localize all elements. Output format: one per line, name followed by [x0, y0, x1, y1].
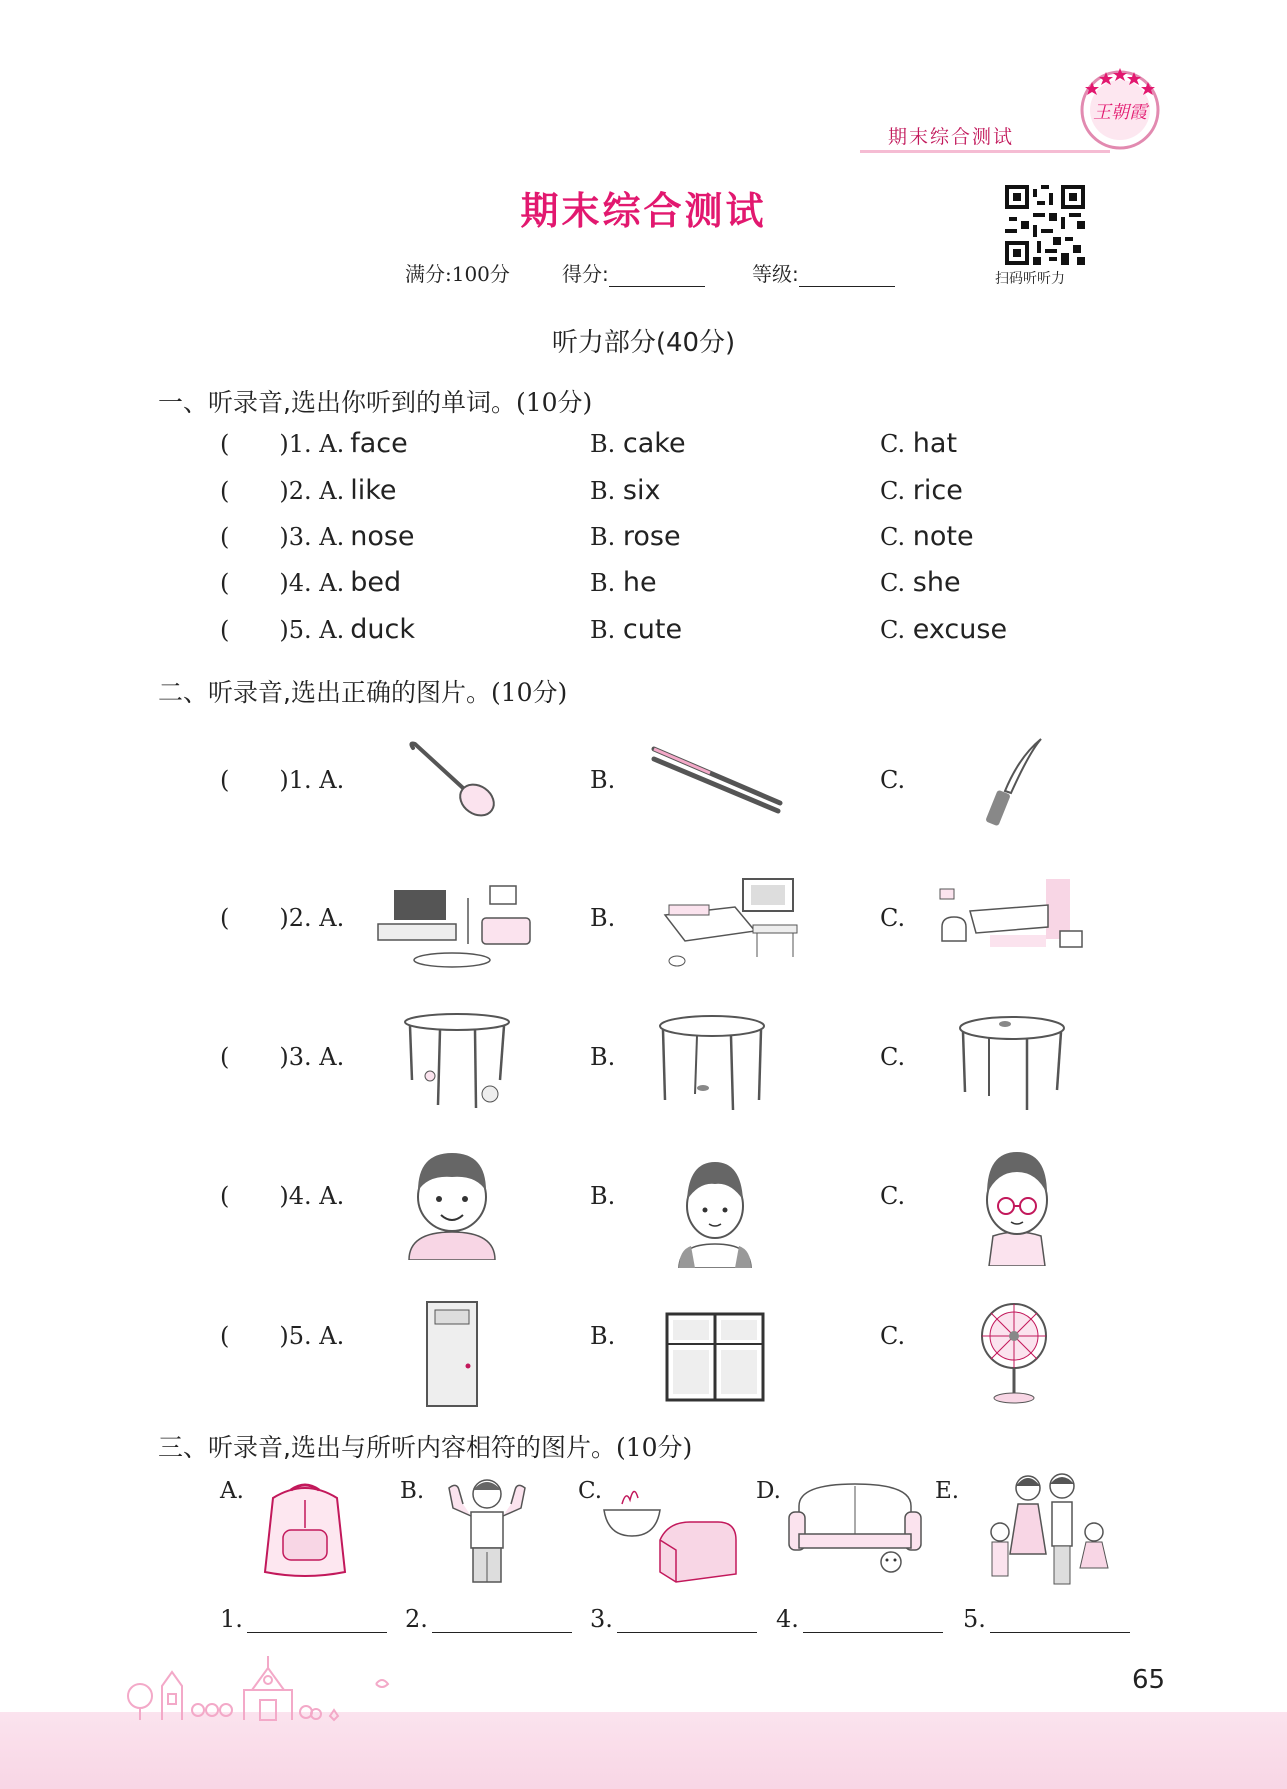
brand-logo: [1072, 60, 1168, 156]
item-num: )4. A.: [279, 569, 345, 597]
on-table-icon[interactable]: [955, 1010, 1070, 1115]
part1-heading: [158, 383, 592, 419]
option-c-prefix: C.: [880, 569, 906, 597]
grade-blank[interactable]: [799, 264, 895, 287]
item-num: )5. A.: [279, 616, 345, 644]
option-b-prefix: B.: [590, 616, 616, 644]
answer-1: [220, 1605, 387, 1633]
living-room-icon[interactable]: [372, 878, 537, 978]
item-num: )5. A.: [279, 1322, 345, 1350]
option-b-prefix: B.: [590, 523, 616, 551]
part2-row-5: [220, 1322, 344, 1368]
item-num: )2. A.: [279, 904, 345, 932]
part2-row-2: [220, 904, 344, 950]
answer-paren[interactable]: (: [220, 766, 230, 794]
option-c-prefix: C.: [880, 430, 906, 458]
footer-band: [0, 1712, 1287, 1789]
part2-row-1: [220, 766, 344, 812]
part1-row-1: [220, 428, 1220, 474]
option-c-word: she: [912, 567, 961, 598]
answer-blank[interactable]: [247, 1610, 387, 1633]
part2-c-label: C.: [880, 1322, 906, 1350]
under-table-icon[interactable]: [400, 1010, 515, 1115]
answer-3: [590, 1605, 757, 1633]
option-b: [590, 614, 682, 645]
part2-heading: [158, 673, 567, 709]
answer-paren[interactable]: (: [220, 1182, 230, 1210]
part1-row-2: [220, 475, 1220, 521]
option-c-prefix: C.: [880, 523, 906, 551]
option-c: [880, 567, 961, 598]
bedroom-icon[interactable]: [655, 875, 805, 975]
family-icon[interactable]: [980, 1470, 1115, 1590]
bathroom-icon[interactable]: [930, 875, 1090, 980]
part3-heading: [158, 1428, 692, 1464]
part2-b-label: B.: [590, 766, 616, 794]
part3-points: (10分): [615, 1433, 693, 1462]
knife-icon[interactable]: [985, 735, 1045, 830]
option-b-word: six: [622, 475, 661, 506]
part2-b-label: B.: [590, 1182, 616, 1210]
part2-c-label: C.: [880, 1043, 906, 1071]
full-score-label: 满分:100分: [405, 262, 510, 286]
option-b-prefix: B.: [590, 477, 616, 505]
answer-paren[interactable]: (: [220, 904, 230, 932]
window-icon[interactable]: [665, 1312, 765, 1402]
answer-blank[interactable]: [990, 1610, 1130, 1633]
score-label-text: 得分:: [562, 262, 609, 286]
part1-heading-text: 一、听录音,选出你听到的单词。: [158, 388, 516, 417]
door-icon[interactable]: [425, 1300, 480, 1408]
item-num: )1. A.: [279, 430, 345, 458]
bowl-bread-icon[interactable]: [600, 1478, 740, 1588]
option-c: [880, 428, 957, 459]
part1-row-5: [220, 614, 1220, 660]
part2-b-label: B.: [590, 1043, 616, 1071]
under-table-2-icon[interactable]: [655, 1010, 770, 1115]
score-blank[interactable]: [609, 264, 705, 287]
part2-row-3: [220, 1043, 344, 1089]
part2-b-label: B.: [590, 1322, 616, 1350]
item-num: )1. A.: [279, 766, 345, 794]
option-c-word: note: [912, 521, 974, 552]
qr-caption: 扫码听听力: [995, 271, 1065, 287]
option-b: [590, 521, 681, 552]
boy-glasses-icon[interactable]: [975, 1148, 1060, 1266]
part2-c-label: C.: [880, 1182, 906, 1210]
part1-points: (10分): [515, 388, 593, 417]
option-c-word: excuse: [912, 614, 1008, 645]
answer-4: [776, 1605, 943, 1633]
grade-label-text: 等级:: [752, 262, 799, 286]
option-b: [590, 475, 660, 506]
option-c: [880, 521, 974, 552]
item-num: )3. A.: [279, 1043, 345, 1071]
answer-blank[interactable]: [617, 1610, 757, 1633]
option-c-prefix: C.: [880, 477, 906, 505]
boy-smiling-icon[interactable]: [405, 1145, 500, 1260]
part2-c-label: C.: [880, 904, 906, 932]
answer-num: 2.: [405, 1605, 428, 1633]
spoon-icon[interactable]: [405, 740, 505, 820]
item-num: )4. A.: [279, 1182, 345, 1210]
answer-blank[interactable]: [803, 1610, 943, 1633]
part2-c-label: C.: [880, 766, 906, 794]
option-c-prefix: C.: [880, 616, 906, 644]
item-num: )2. A.: [279, 477, 345, 505]
option-c-word: rice: [912, 475, 963, 506]
answer-5: [963, 1605, 1130, 1633]
answer-num: 4.: [776, 1605, 799, 1633]
grade-label: [752, 258, 895, 287]
option-b: [590, 428, 686, 459]
answer-paren[interactable]: (: [220, 477, 230, 505]
option-b-prefix: B.: [590, 569, 616, 597]
backpack-icon[interactable]: [255, 1480, 355, 1580]
answer-paren[interactable]: (: [220, 1043, 230, 1071]
part3-option-c-label: C.: [578, 1478, 603, 1504]
fan-icon[interactable]: [978, 1300, 1050, 1406]
option-a-word: bed: [350, 567, 402, 598]
answer-paren[interactable]: (: [220, 523, 230, 551]
option-b-word: rose: [622, 521, 681, 552]
part1-row-4: [220, 567, 1220, 613]
part3-option-a-label: A.: [220, 1478, 244, 1504]
option-b-word: he: [622, 567, 657, 598]
part3-option-d-label: D.: [756, 1478, 781, 1504]
option-a-word: nose: [350, 521, 415, 552]
listening-heading: 听力部分(40分): [551, 328, 736, 358]
part2-b-label: B.: [590, 904, 616, 932]
option-b-word: cute: [622, 614, 683, 645]
part3-option-b-label: B.: [400, 1478, 425, 1504]
page-title: 期末综合测试: [520, 189, 767, 233]
answer-paren[interactable]: (: [220, 616, 230, 644]
option-a-word: like: [350, 475, 397, 506]
strong-boy-icon[interactable]: [445, 1472, 530, 1592]
sofa-dog-icon[interactable]: [785, 1478, 930, 1583]
part2-points: (10分): [490, 678, 568, 707]
boy-tshirt-icon[interactable]: [675, 1158, 755, 1268]
part2-heading-text: 二、听录音,选出正确的图片。: [158, 678, 491, 707]
answer-num: 3.: [590, 1605, 613, 1633]
option-c: [880, 475, 963, 506]
castle-decoration-icon: [120, 1650, 420, 1722]
qr-code-icon[interactable]: [1005, 185, 1085, 265]
option-a-word: face: [350, 428, 408, 459]
answer-blank[interactable]: [432, 1610, 572, 1633]
answer-num: 1.: [220, 1605, 243, 1633]
page-number: 65: [1132, 1665, 1166, 1695]
option-c: [880, 614, 1007, 645]
part3-heading-text: 三、听录音,选出与所听内容相符的图片。: [158, 1433, 616, 1462]
option-b-prefix: B.: [590, 430, 616, 458]
header-section-label: 期末综合测试: [888, 126, 1015, 148]
part3-option-e-label: E.: [935, 1478, 960, 1504]
score-label: [562, 258, 705, 287]
item-num: )3. A.: [279, 523, 345, 551]
option-a-word: duck: [350, 614, 415, 645]
answer-paren[interactable]: (: [220, 1322, 230, 1350]
part2-row-4: [220, 1182, 344, 1228]
answer-2: [405, 1605, 572, 1633]
answer-num: 5.: [963, 1605, 986, 1633]
answer-paren[interactable]: (: [220, 430, 230, 458]
part1-row-3: [220, 521, 1220, 567]
option-c-word: hat: [912, 428, 958, 459]
answer-paren[interactable]: (: [220, 569, 230, 597]
option-b-word: cake: [622, 428, 686, 459]
chopsticks-icon[interactable]: [650, 745, 785, 815]
logo-text: 王朝霞: [1093, 102, 1147, 123]
option-b: [590, 567, 657, 598]
